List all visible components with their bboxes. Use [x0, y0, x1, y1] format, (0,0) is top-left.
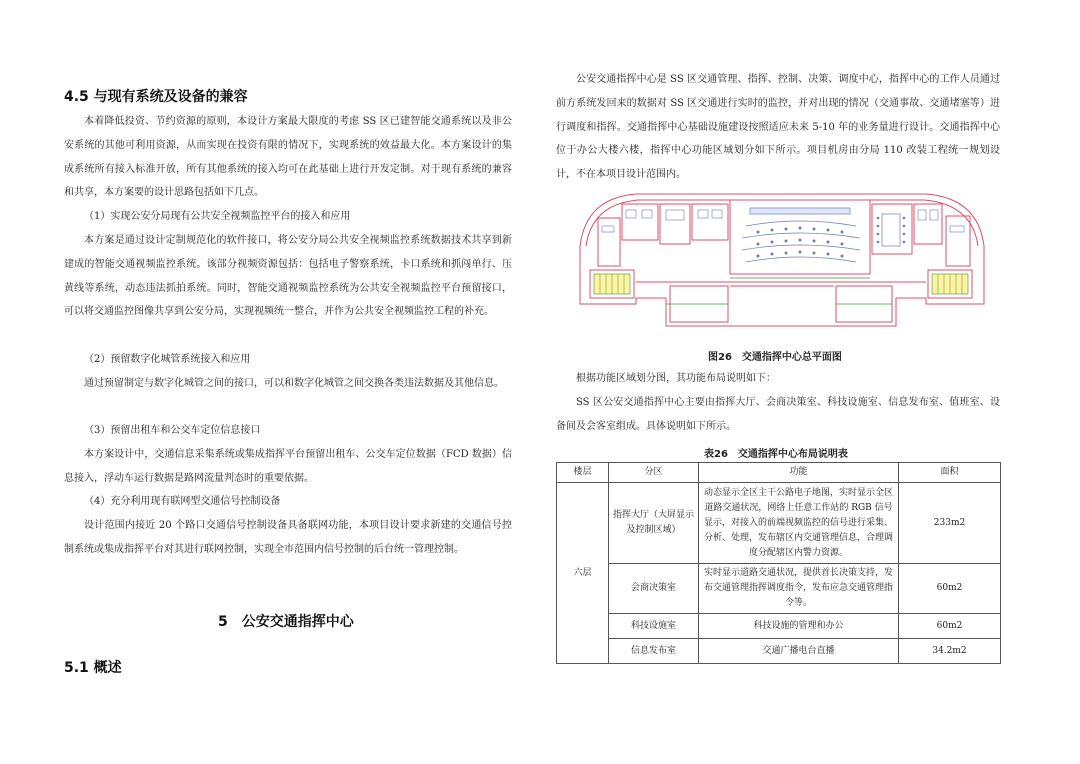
- function-cell: 实时显示道路交通状况，提供首长决策支持，发布交通管理指挥调度指令，发布应急交通管理指令等。: [699, 564, 899, 614]
- function-cell: 交通广播电台直播: [699, 639, 899, 664]
- function-cell: 科技设施的管理和办公: [699, 614, 899, 639]
- layout-table: [556, 462, 1001, 664]
- table-row: [557, 639, 1001, 664]
- paragraph-compat-intro: 本着降低投资、节约资源的原则，本设计方案最大限度的考虑 SS 区已建智能交通系统以及非公安系统的其他可利用资源，从而实现在投资有限的情况下，实现系统的效益最大化。本方案设计的集成系统所有接入标准开放，所有其他系统的接入均可在此基础上进行开发定制。对于现有系统的兼容和共享，本方案要的设计思路包括如下几点。: [64, 116, 512, 199]
- table-caption: 表26 交通指挥中心布局说明表: [704, 449, 848, 460]
- paragraph-city-mgmt: 通过预留制定与数字化城管之间的接口，可以和数字化城管之间交换各类违法数据及其他信息。: [84, 378, 504, 389]
- room-wall: [946, 216, 970, 266]
- section-heading-5-1: 5.1 概述: [64, 660, 122, 676]
- table-header-row: [557, 463, 1001, 483]
- paragraph-signal-ctrl: 设计范围内接近 20 个路口交通信号控制设备具备联网功能，本项目设计要求新建的交通信号控制系统或集成指挥平台对其进行联网控制，实现全市范围内信号控制的后台统一管理控制。: [64, 520, 512, 555]
- chapter-heading-5: 5 公安交通指挥中心: [218, 614, 354, 630]
- table-header: 分区: [609, 463, 699, 483]
- table-row: [557, 564, 1001, 614]
- room-wall: [692, 204, 728, 240]
- room-wall: [598, 218, 620, 266]
- paragraph-composition: SS 区公安交通指挥中心主要由指挥大厅、会商决策室、科技设施室、信息发布室、值班室、设备间及会客室组成。具体说明如下所示。: [556, 397, 1000, 432]
- zone-cell: 信息发布室: [609, 639, 699, 664]
- room-wall: [622, 204, 658, 240]
- list-item-2: （2）预留数字化城管系统接入和应用: [84, 354, 251, 365]
- zone-cell: 会商决策室: [609, 564, 699, 614]
- table-row: [557, 483, 1001, 564]
- meeting-table: [882, 214, 900, 246]
- paragraph-fcd: 本方案设计中，交通信息采集系统或集成指挥平台预留出租车、公交车定位数据（FCD 数据）信息接入，浮动车运行数据是路网流量判态时的重要依据。: [64, 449, 512, 484]
- list-item-4: （4）充分利用现有联网型交通信号控制设备: [84, 496, 281, 507]
- area-cell: 60m2: [899, 564, 1001, 614]
- floor-cell: 六层: [557, 483, 609, 664]
- area-cell: 60m2: [899, 614, 1001, 639]
- figure-caption: 图26 交通指挥中心总平面图: [708, 352, 842, 363]
- function-cell: 动态显示全区主干公路电子地图，实时显示全区道路交通状况，网络上任意工作站的 RGB 信号显示，对接入的前端视频监控的信号进行采集、分析、处理，发布辖区内交通管理信息，合理调度分配辖区内警力资源。: [699, 483, 899, 564]
- list-item-3: （3）预留出租车和公交车定位信息接口: [84, 425, 261, 436]
- table-row: [557, 614, 1001, 639]
- console-desks: [742, 208, 860, 262]
- zone-cell: 指挥大厅（大屏显示及控制区域）: [609, 483, 699, 564]
- paragraph-video-share: 本方案是通过设计定制规范化的软件接口，将公安分局公共安全视频监控系统数据技术共享到新建成的智能交通视频监控系统。该部分视频资源包括：包括电子警察系统，卡口系统和抓闯单行、压黄线等系统，动态违法抓拍系统。同时，智能交通视频监控系统为公共安全视频监控平台预留接口，可以将交通监控图像共享到公安分局，实现视频统一整合，并作为公共安全视频监控工程的补充。: [64, 235, 512, 318]
- list-item-1: （1）实现公安分局现有公共安全视频监控平台的接入和应用: [84, 211, 351, 222]
- table-header: 楼层: [557, 463, 609, 483]
- zone-cell: 科技设施室: [609, 614, 699, 639]
- table-header: 功能: [699, 463, 899, 483]
- section-heading-4-5: 4.5 与现有系统及设备的兼容: [64, 89, 248, 105]
- area-cell: 233m2: [899, 483, 1001, 564]
- room-wall: [872, 204, 912, 254]
- area-cell: 34.2m2: [899, 639, 1001, 664]
- paragraph-layout-intro: 根据功能区域划分图，其功能布局说明如下：: [576, 373, 776, 384]
- paragraph-center-overview: 公安交通指挥中心是 SS 区交通管理、指挥、控制、决策、调度中心，指挥中心的工作人员通过前方系统发回来的数据对 SS 区交通进行实时的监控，并对出现的情况（交通事故、交通堵塞等）进行调度和指挥。交通指挥中心基础设施建设按照适应未来 5-10 年的业务量进行设计。交通指挥中心位于办公大楼六楼，指挥中心功能区域划分如下所示。项目机房由分局 110 改装工程统一规划设计，不在本项目设计范围内。: [556, 74, 1000, 181]
- table-header: 面积: [899, 463, 1001, 483]
- floor-plan-figure: [566, 186, 998, 344]
